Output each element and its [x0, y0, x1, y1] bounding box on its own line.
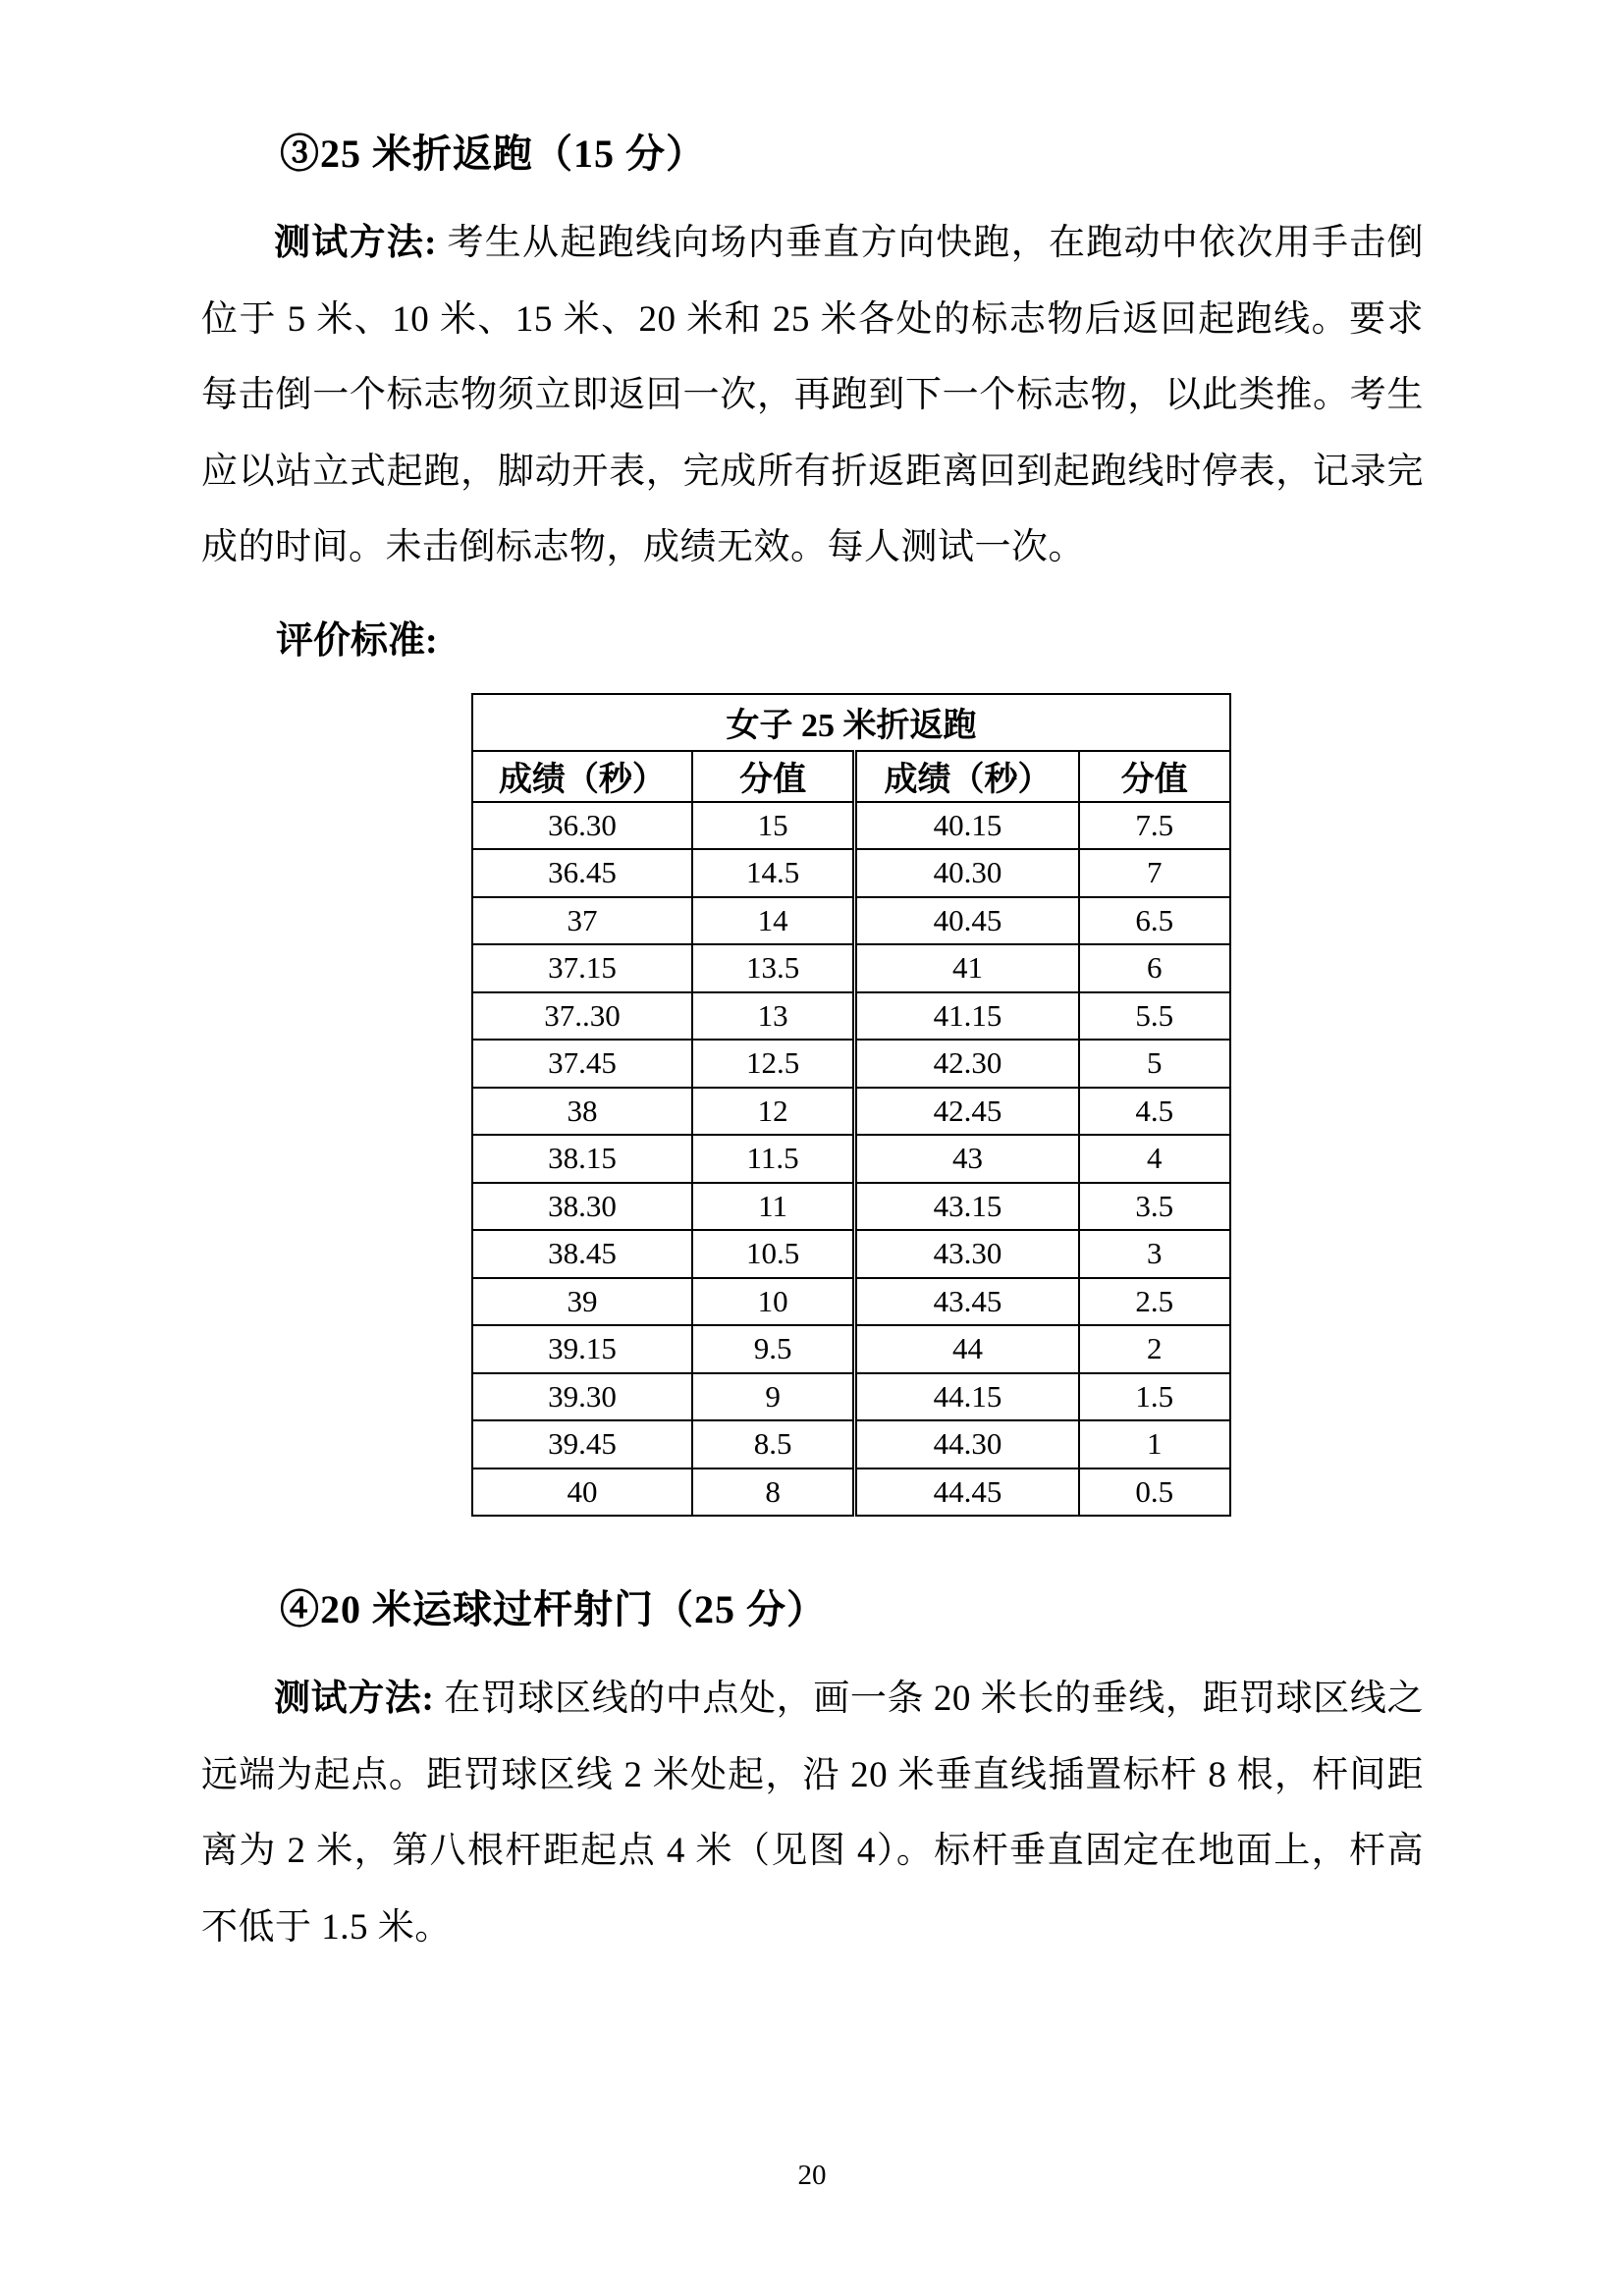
table-row: [472, 897, 1230, 945]
table-cell: 4: [1079, 1135, 1230, 1183]
table-cell: 15: [692, 802, 855, 850]
table-row: [472, 1230, 1230, 1278]
table-row: [472, 1373, 1230, 1421]
table-cell: 38.45: [472, 1230, 692, 1278]
table-row: [472, 1183, 1230, 1231]
table-cell: 13: [692, 992, 855, 1041]
table-cell: 41.15: [855, 992, 1079, 1041]
table-cell: 37.45: [472, 1040, 692, 1088]
col-header-points-right: 分值: [1079, 751, 1230, 802]
table-cell: 44.45: [855, 1468, 1079, 1517]
table-row: [472, 1278, 1230, 1326]
table-cell: 9.5: [692, 1325, 855, 1373]
table-cell: 11: [692, 1183, 855, 1231]
section3-method-text: 考生从起跑线向场内垂直方向快跑，在跑动中依次用手击倒位于 5 米、10 米、15 米、20 米和 25 米各处的标志物后返回起跑线。要求每击倒一个标志物须立即返回一次，再跑到下一个标志物，以此类推。考生应以站立式起跑，脚动开表，完成所有折返距离回到起跑线时停表，记录完成的时间。未击倒标志物，成绩无效。每人测试一次。: [201, 223, 1425, 567]
table-cell: 38.30: [472, 1183, 692, 1231]
col-header-score-left: 成绩（秒）: [472, 751, 692, 802]
table-row: [472, 992, 1230, 1041]
table-cell: 37: [472, 897, 692, 945]
table-cell: 40.30: [855, 849, 1079, 897]
table-cell: 40: [472, 1468, 692, 1517]
table-cell: 44: [855, 1325, 1079, 1373]
table-body: [472, 802, 1230, 1517]
table-cell: 36.45: [472, 849, 692, 897]
table-cell: 6: [1079, 944, 1230, 992]
table-row: [472, 1135, 1230, 1183]
table-cell: 14.5: [692, 849, 855, 897]
col-header-points-left: 分值: [692, 751, 855, 802]
table-cell: 42.45: [855, 1088, 1079, 1136]
table-cell: 12: [692, 1088, 855, 1136]
table-cell: 37..30: [472, 992, 692, 1041]
table-cell: 42.30: [855, 1040, 1079, 1088]
table-title-row: [472, 694, 1230, 751]
table-row: [472, 1088, 1230, 1136]
table-cell: 1: [1079, 1420, 1230, 1468]
table-cell: 7: [1079, 849, 1230, 897]
table-row: [472, 849, 1230, 897]
table-row: [472, 1040, 1230, 1088]
table-cell: 5.5: [1079, 992, 1230, 1041]
section3-heading: ③25 米折返跑（15 分）: [280, 132, 706, 176]
table-cell: 43: [855, 1135, 1079, 1183]
table-title: 女子 25 米折返跑: [472, 694, 1230, 751]
table-header-row: [472, 751, 1230, 802]
table-cell: 10: [692, 1278, 855, 1326]
table-cell: 1.5: [1079, 1373, 1230, 1421]
table-cell: 39.45: [472, 1420, 692, 1468]
table-cell: 39: [472, 1278, 692, 1326]
table-cell: 43.45: [855, 1278, 1079, 1326]
section3-method-label: 测试方法:: [274, 223, 437, 263]
section4-method-paragraph: [201, 1661, 1424, 1965]
table-cell: 9: [692, 1373, 855, 1421]
table-cell: 0.5: [1079, 1468, 1230, 1517]
table-cell: 11.5: [692, 1135, 855, 1183]
table-cell: 3: [1079, 1230, 1230, 1278]
table-cell: 5: [1079, 1040, 1230, 1088]
table-cell: 36.30: [472, 802, 692, 850]
table-row: [472, 1420, 1230, 1468]
table-cell: 12.5: [692, 1040, 855, 1088]
table-cell: 4.5: [1079, 1088, 1230, 1136]
table-cell: 10.5: [692, 1230, 855, 1278]
table-cell: 40.45: [855, 897, 1079, 945]
table-cell: 38.15: [472, 1135, 692, 1183]
section4-heading: ④20 米运球过杆射门（25 分）: [280, 1587, 827, 1631]
table-row: [472, 802, 1230, 850]
table-cell: 40.15: [855, 802, 1079, 850]
table-cell: 14: [692, 897, 855, 945]
criteria-label: 评价标准:: [276, 619, 438, 662]
table-cell: 8.5: [692, 1420, 855, 1468]
table-cell: 7.5: [1079, 802, 1230, 850]
table-cell: 6.5: [1079, 897, 1230, 945]
table-cell: 43.15: [855, 1183, 1079, 1231]
col-header-score-right: 成绩（秒）: [855, 751, 1079, 802]
section4-method-text: 在罚球区线的中点处，画一条 20 米长的垂线，距罚球区线之远端为起点。距罚球区线 2 米处起，沿 20 米垂直线插置标杆 8 根，杆间距离为 2 米，第八根杆距起点 4 米（见图 4）。标杆垂直固定在地面上，杆高不低于 1.5 米。: [201, 1679, 1424, 1948]
table-cell: 41: [855, 944, 1079, 992]
section3-method-paragraph: [201, 205, 1424, 586]
table-cell: 13.5: [692, 944, 855, 992]
table-cell: 8: [692, 1468, 855, 1517]
section4-method-label: 测试方法:: [274, 1679, 435, 1719]
table-cell: 39.30: [472, 1373, 692, 1421]
score-table: [471, 693, 1231, 1518]
page-number: 20: [797, 2160, 827, 2191]
table-row: [472, 944, 1230, 992]
table-cell: 2: [1079, 1325, 1230, 1373]
table-cell: 3.5: [1079, 1183, 1230, 1231]
table-row: [472, 1325, 1230, 1373]
table-cell: 37.15: [472, 944, 692, 992]
table-cell: 44.30: [855, 1420, 1079, 1468]
table-cell: 44.15: [855, 1373, 1079, 1421]
table-cell: 2.5: [1079, 1278, 1230, 1326]
table-cell: 38: [472, 1088, 692, 1136]
table-cell: 39.15: [472, 1325, 692, 1373]
table-cell: 43.30: [855, 1230, 1079, 1278]
table-row: [472, 1468, 1230, 1517]
